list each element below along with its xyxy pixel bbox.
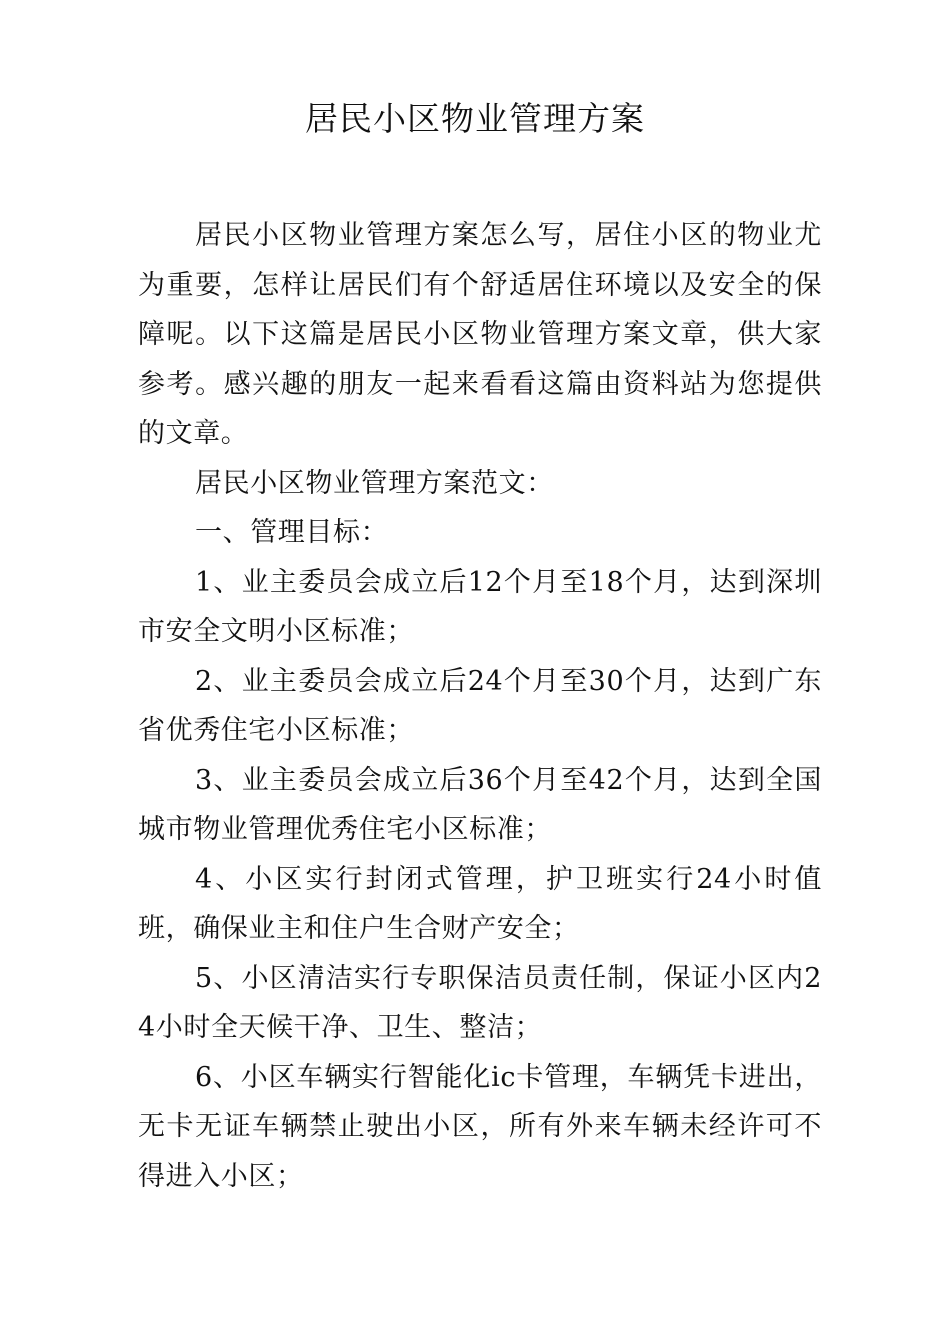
document-title: 居民小区物业管理方案 [305,99,645,138]
goal-item-3: 3、业主委员会成立后36个月至42个月，达到全国城市物业管理优秀住宅小区标准； [138,764,822,845]
section-heading-sample: 居民小区物业管理方案范文： [195,467,554,499]
goal-item-4: 4、小区实行封闭式管理，护卫班实行24小时值班，确保业主和住户生合财产安全； [138,863,822,944]
goal-item-2: 2、业主委员会成立后24个月至30个月，达到广东省优秀住宅小区标准； [138,665,822,746]
goal-item-1: 1、业主委员会成立后12个月至18个月，达到深圳市安全文明小区标准； [138,566,822,647]
section-heading-goals: 一、管理目标： [195,517,389,548]
goal-item-5: 5、小区清洁实行专职保洁员责任制，保证小区内24小时全天候干净、卫生、整洁； [138,962,822,1043]
goal-item-6: 6、小区车辆实行智能化ic卡管理，车辆凭卡进出，无卡无证车辆禁止驶出小区，所有外来车辆未经许可不得进入小区； [138,1061,822,1192]
intro-paragraph: 居民小区物业管理方案怎么写，居住小区的物业尤为重要，怎样让居民们有个舒适居住环境以及安全的保障呢。以下这篇是居民小区物业管理方案文章，供大家参考。感兴趣的朋友一起来看看这篇由资料站为您提供的文章。 [138,220,822,449]
document-body [138,211,822,1201]
